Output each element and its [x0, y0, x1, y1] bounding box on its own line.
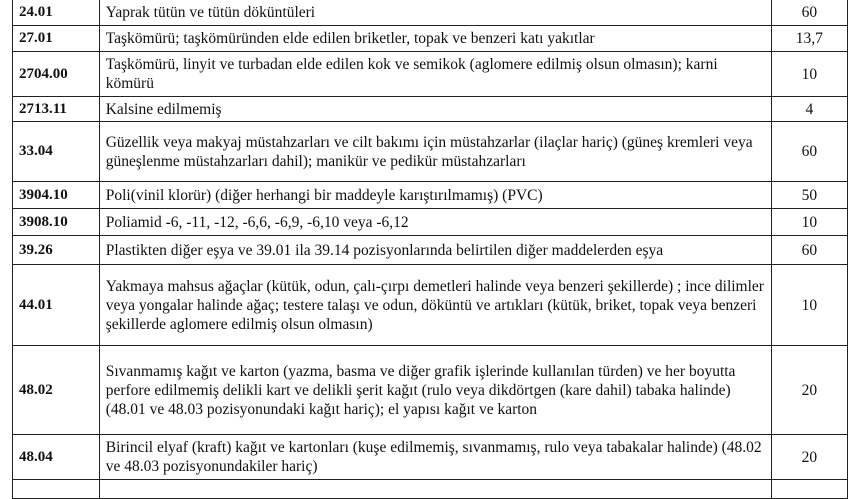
tariff-code: 39.26	[13, 236, 100, 265]
tariff-code: 44.01	[13, 265, 100, 346]
tariff-code: 48.04	[13, 435, 100, 480]
goods-description: Sıvanmamış kağıt ve karton (yazma, basma ve diğer grafik işlerinde kullanılan türden) ve her boyutta perfore edilmemiş delikli kart ve delikli şerit kağıt (rulo veya dikdörtgen (kare dahil) tabaka halinde) (48.01 ve 48.03 pozisyonundaki kağıt hariç); el yapısı kağıt ve karton	[99, 346, 771, 435]
tax-rate: 60	[771, 122, 847, 182]
table-row	[13, 0, 848, 26]
table-row	[13, 26, 848, 52]
tax-rate: 4	[771, 97, 847, 122]
table-row	[13, 435, 848, 480]
tax-rate: 60	[771, 0, 847, 26]
tariff-code: 2713.11	[13, 97, 100, 122]
table-row	[13, 182, 848, 209]
tax-rate: 13,7	[771, 26, 847, 52]
table-row	[13, 236, 848, 265]
tariff-code: 33.04	[13, 122, 100, 182]
table-row	[13, 346, 848, 435]
tariff-code: 24.01	[13, 0, 100, 26]
table-row	[13, 209, 848, 236]
tariff-code-empty	[13, 480, 100, 499]
goods-description-empty	[99, 480, 771, 499]
tax-rate: 50	[771, 182, 847, 209]
tax-rate: 20	[771, 435, 847, 480]
table-row	[13, 52, 848, 97]
tariff-code: 3904.10	[13, 182, 100, 209]
goods-description: Taşkömürü; taşkömüründen elde edilen briketler, topak ve benzeri katı yakıtlar	[99, 26, 771, 52]
tax-rate: 10	[771, 52, 847, 97]
table-row	[13, 265, 848, 346]
goods-description: Kalsine edilmemiş	[99, 97, 771, 122]
tax-rate: 10	[771, 265, 847, 346]
goods-description: Poli(vinil klorür) (diğer herhangi bir maddeyle karıştırılmamış) (PVC)	[99, 182, 771, 209]
tax-rate: 10	[771, 209, 847, 236]
goods-description: Poliamid -6, -11, -12, -6,6, -6,9, -6,10 veya -6,12	[99, 209, 771, 236]
table-row	[13, 122, 848, 182]
goods-description: Birincil elyaf (kraft) kağıt ve kartonları (kuşe edilmemiş, sıvanmamış, rulo veya tabakalar halinde) (48.02 ve 48.03 pozisyonundakiler hariç)	[99, 435, 771, 480]
goods-description: Yaprak tütün ve tütün döküntüleri	[99, 0, 771, 26]
goods-description: Güzellik veya makyaj müstahzarları ve cilt bakımı için müstahzarlar (ilaçlar hariç) (güneş kremleri veya güneşlenme müstahzarları dahil); manikür ve pedikür müstahzarları	[99, 122, 771, 182]
tax-rate: 20	[771, 346, 847, 435]
tariff-code: 2704.00	[13, 52, 100, 97]
tariff-code: 27.01	[13, 26, 100, 52]
tax-rate-empty	[771, 480, 847, 499]
goods-description: Taşkömürü, linyit ve turbadan elde edilen kok ve semikok (aglomere edilmiş olsun olmasın); karni kömürü	[99, 52, 771, 97]
goods-description: Yakmaya mahsus ağaçlar (kütük, odun, çalı-çırpı demetleri halinde veya benzeri şekillerde) ; ince dilimler veya yongalar halinde ağaç; testere talaşı ve odun, döküntü ve artıkları (kütük, briket, topak veya benzeri şekillerde aglomere edilmiş olsun olmasın)	[99, 265, 771, 346]
tariff-table	[12, 0, 848, 499]
tax-rate: 60	[771, 236, 847, 265]
table-row	[13, 97, 848, 122]
tariff-code: 3908.10	[13, 209, 100, 236]
table-row-partial	[13, 480, 848, 499]
tariff-code: 48.02	[13, 346, 100, 435]
goods-description: Plastikten diğer eşya ve 39.01 ila 39.14 pozisyonlarında belirtilen diğer maddelerden eşya	[99, 236, 771, 265]
